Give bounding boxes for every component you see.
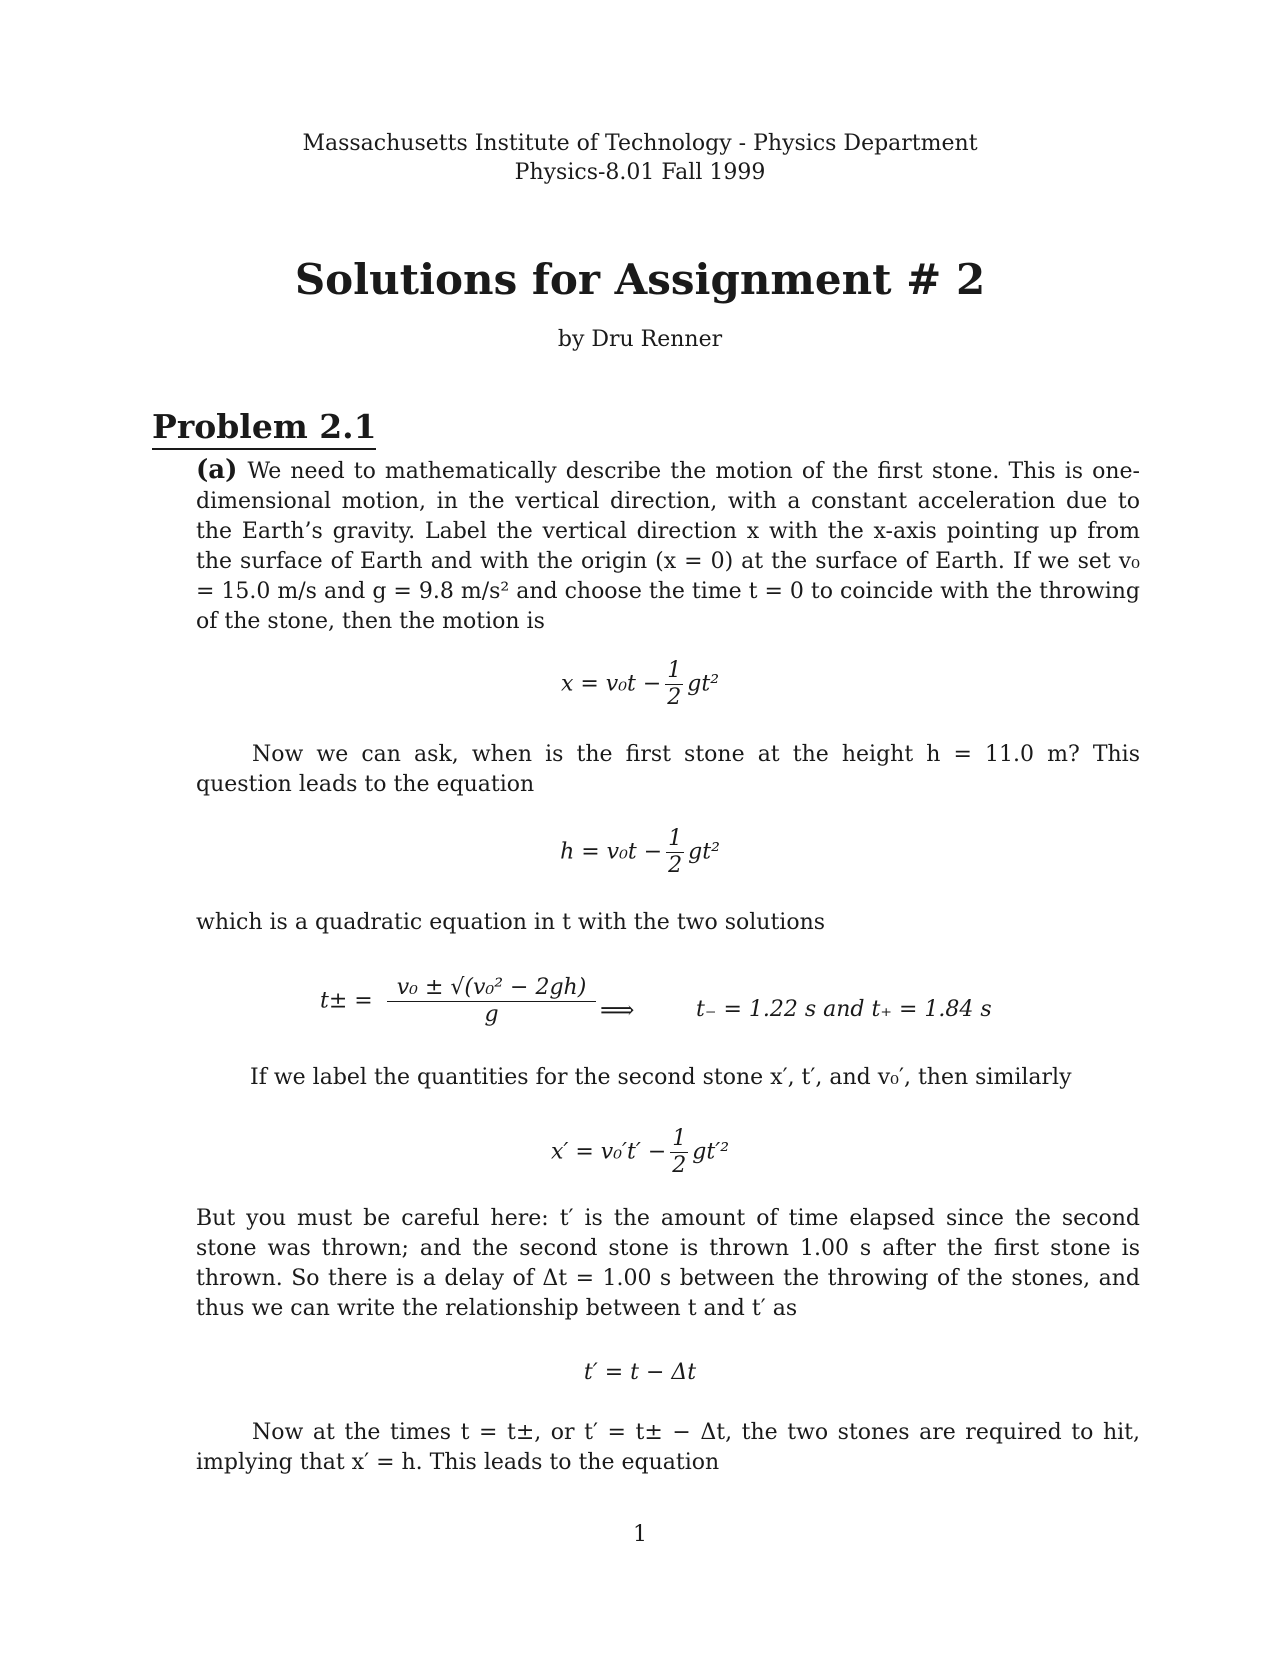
paragraph-6: Now at the times t = t±, or t′ = t± − Δt, the two stones are required to hit, implying that x′ = h. This leads to the equation	[196, 1420, 1140, 1475]
problem-heading-rule	[152, 448, 376, 450]
equation-3-lhs: t± =	[320, 988, 373, 1014]
equation-2-numerator: 1	[668, 826, 683, 851]
equation-3-numerator: v₀ ± √(v₀² − 2gh)	[387, 975, 597, 1002]
institution-header: Massachusetts Institute of Technology - Physics Department	[302, 131, 978, 156]
equation-2-left: h = v₀t −	[560, 839, 663, 865]
equation-4-numerator: 1	[672, 1126, 687, 1151]
problem-heading: Problem 2.1	[152, 407, 377, 446]
equation-4-right: gt′²	[692, 1139, 730, 1165]
page-number: 1	[633, 1522, 647, 1547]
equation-2-right: gt²	[688, 839, 720, 865]
equation-1-numerator: 1	[667, 658, 682, 683]
equation-4	[0, 1126, 1280, 1179]
byline: by Dru Renner	[557, 327, 723, 352]
equation-3-left	[320, 975, 600, 1028]
paragraph-2: Now we can ask, when is the first stone at the height h = 11.0 m? This question leads to the equation	[196, 742, 1140, 797]
equation-3-result: t₋ = 1.22 s and t₊ = 1.84 s	[696, 997, 992, 1022]
equation-4-fraction	[670, 1126, 688, 1179]
equation-1-right: gt²	[687, 671, 720, 697]
equation-4-denominator: 2	[672, 1153, 687, 1178]
equation-4-left: x′ = v₀′t′ −	[550, 1139, 667, 1165]
paragraph-1	[196, 455, 1140, 637]
equation-1-denominator: 2	[667, 685, 682, 710]
paragraph-4: If we label the quantities for the second stone x′, t′, and v₀′, then similarly	[250, 1065, 1072, 1090]
equation-1-left: x = v₀t −	[560, 671, 662, 697]
paragraph-1-text: We need to mathematically describe the motion of the first stone. This is one-dimensional motion, in the vertical direction, with a constant acceleration due to the Earth’s gravity. Label the vertical direction x with the x-axis pointing up from the surface of Earth and with the origin (x = 0) at the surface of Earth. If we set v₀ = 15.0 m/s and g = 9.8 m/s² and choose the time t = 0 to coincide with the throwing of the stone, then the motion is	[196, 459, 1140, 634]
equation-1	[0, 658, 1280, 711]
equation-3-arrow: ⟹	[600, 996, 635, 1024]
course-header: Physics-8.01 Fall 1999	[514, 160, 766, 185]
paragraph-5: But you must be careful here: t′ is the amount of time elapsed since the second stone was thrown; and the second stone is thrown 1.00 s after the first stone is thrown. So there is a delay of Δt = 1.00 s between the throwing of the stones, and thus we can write the relationship between t and t′ as	[196, 1206, 1140, 1321]
equation-3-denominator: g	[484, 1002, 499, 1027]
equation-2-fraction	[666, 826, 684, 879]
equation-5: t′ = t − Δt	[583, 1360, 697, 1385]
equation-1-fraction	[665, 658, 683, 711]
paragraph-3: which is a quadratic equation in t with the two solutions	[196, 910, 826, 935]
equation-2-denominator: 2	[668, 853, 683, 878]
page-title: Solutions for Assignment # 2	[294, 255, 986, 304]
equation-3-fraction	[387, 975, 597, 1028]
equation-2	[0, 826, 1280, 879]
part-label: (a)	[196, 455, 238, 485]
